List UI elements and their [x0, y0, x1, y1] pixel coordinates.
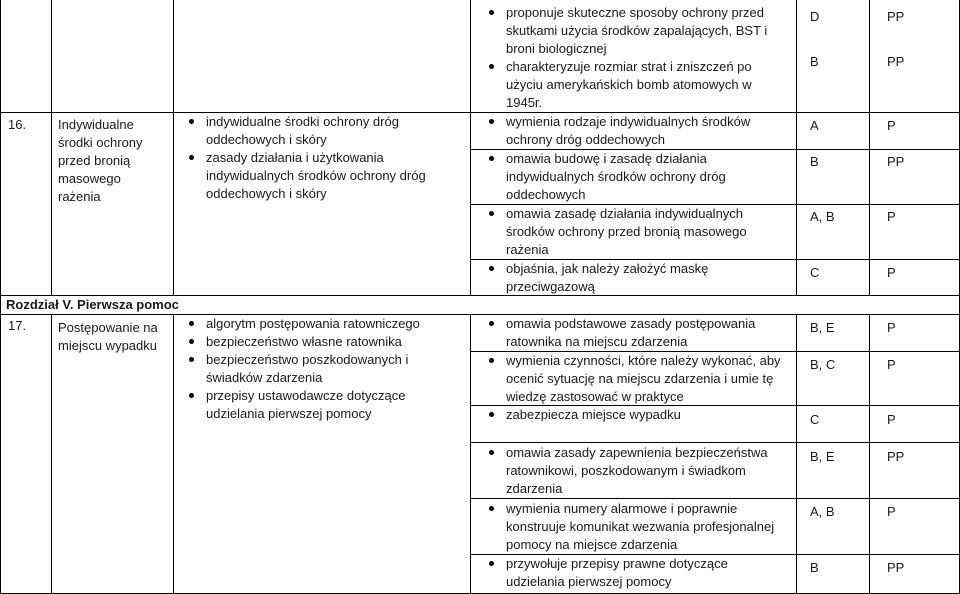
requirement-cell: P: [887, 412, 896, 427]
requirement-cell: P: [887, 118, 896, 133]
list-item: bezpieczeństwo poszkodowanych i świadków zdarzenia: [180, 351, 462, 387]
level-cell: A: [810, 118, 819, 133]
topic-cell: Indywidualne środki ochrony przed bronią masowego rażenia: [58, 117, 143, 204]
outcome-item: wymienia rodzaje indywidualnych środków ochrony dróg oddechowych: [480, 113, 780, 149]
requirement-cell: PP: [887, 154, 905, 169]
list-item: proponuje skuteczne sposoby ochrony przed skutkami użycia środków zapalających, BST i broni biologicznej: [480, 4, 780, 58]
level-cell: A, B: [810, 504, 835, 519]
outcome-item: omawia zasadę działania indywidualnych środków ochrony przed bronią masowego rażenia: [480, 205, 780, 259]
level-cell: C: [810, 265, 820, 280]
level-cell: B: [810, 560, 819, 575]
level-cell: A, B: [810, 209, 835, 224]
content-list: [180, 315, 462, 423]
requirement-cell: P: [887, 357, 896, 372]
outcome-item: zabezpiecza miejsce wypadku: [480, 406, 780, 424]
topic-cell: Postępowanie na miejscu wypadku: [58, 320, 158, 353]
level-cell: B, E: [810, 320, 835, 335]
requirement-cell: P: [887, 320, 896, 335]
outcome-item: omawia zasady zapewnienia bezpieczeństwa ratownikowi, poszkodowanym i świadkom zdarzenia: [480, 444, 780, 498]
outcome-list: [480, 4, 780, 112]
outcome-item: wymienia czynności, które należy wykonać, aby ocenić sytuację na miejscu zdarzenia i umie tę wiedzę zastosować w praktyce: [480, 352, 790, 406]
outcome-item: omawia podstawowe zasady postępowania ratownika na miejscu zdarzenia: [480, 315, 780, 351]
outcome-item: wymienia numery alarmowe i poprawnie konstruuje komunikat wezwania profesjonalnej pomocy na miejsce zdarzenia: [480, 500, 790, 554]
outcome-item: objaśnia, jak należy założyć maskę przeciwgazową: [480, 260, 760, 296]
requirement-cell: P: [887, 504, 896, 519]
requirement-cell: P: [887, 209, 896, 224]
level-cell: C: [810, 412, 820, 427]
content-list: [180, 113, 462, 203]
outcome-item: omawia budowę i zasadę działania indywidualnych środków ochrony dróg oddechowych: [480, 150, 780, 204]
outcome-item: przywołuje przepisy prawne dotyczące udzielania pierwszej pomocy: [480, 555, 780, 591]
requirement-cell: PP: [887, 9, 905, 24]
list-item: zasady działania i użytkowania indywidualnych środków ochrony dróg oddechowych i skóry: [180, 149, 462, 203]
level-cell: D: [810, 9, 820, 24]
list-item: charakteryzuje rozmiar strat i zniszczeń po użyciu amerykańskich bomb atomowych w 1945r.: [480, 58, 780, 112]
level-cell: B, E: [810, 449, 835, 464]
list-item: indywidualne środki ochrony dróg oddechowych i skóry: [180, 113, 462, 149]
list-item: przepisy ustawodawcze dotyczące udzielania pierwszej pomocy: [180, 387, 462, 423]
list-item: bezpieczeństwo własne ratownika: [180, 333, 462, 351]
section-heading: Rozdział V. Pierwsza pomoc: [6, 297, 179, 312]
requirement-cell: P: [887, 265, 896, 280]
requirement-cell: PP: [887, 560, 905, 575]
level-cell: B: [810, 154, 819, 169]
row-number: 17.: [8, 318, 27, 333]
row-number: 16.: [8, 117, 27, 132]
level-cell: B, C: [810, 357, 836, 372]
level-cell: B: [810, 54, 819, 69]
requirement-cell: PP: [887, 449, 905, 464]
requirement-cell: PP: [887, 54, 905, 69]
list-item: algorytm postępowania ratowniczego: [180, 315, 462, 333]
